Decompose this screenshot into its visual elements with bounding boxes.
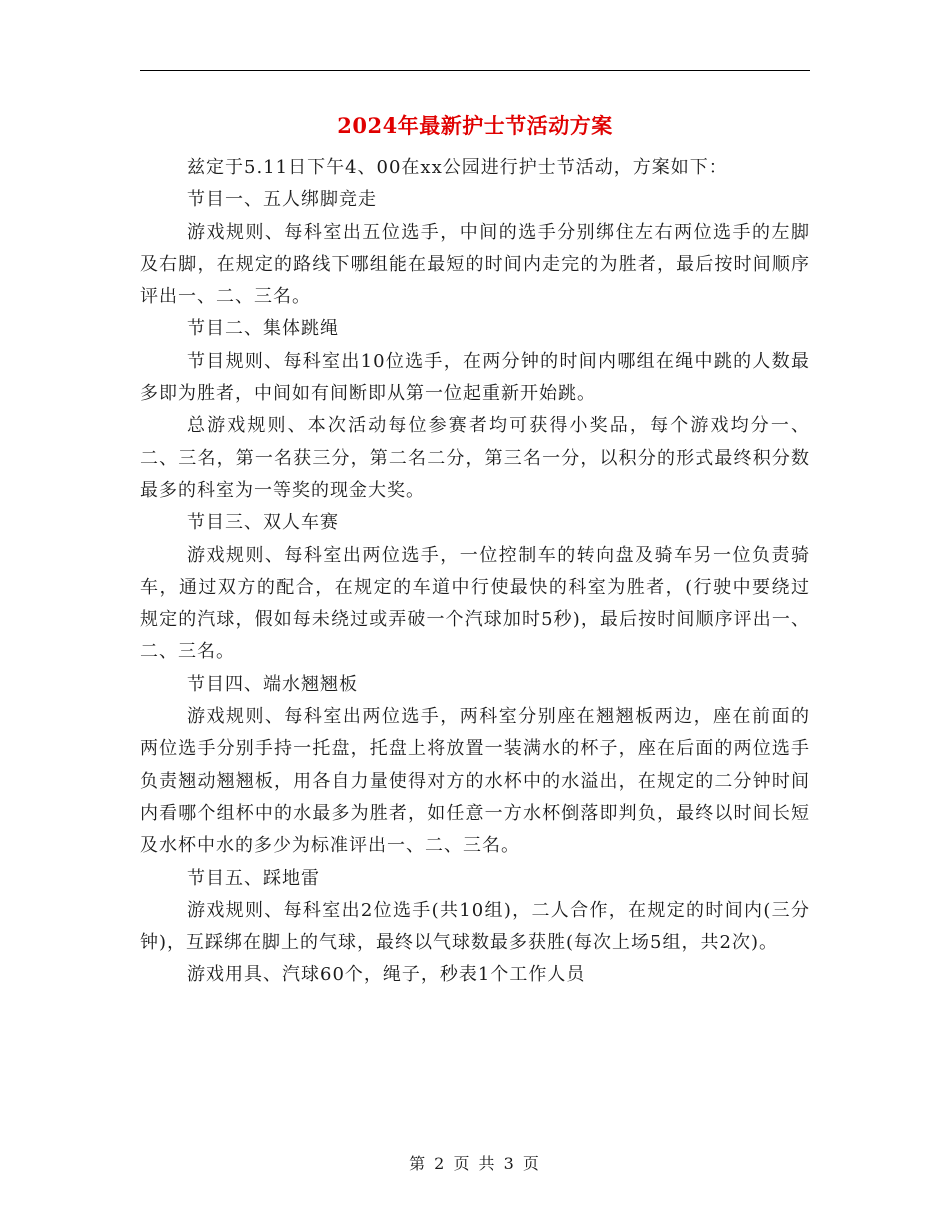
program-5-heading: 节目五、踩地雷 [187, 867, 320, 889]
program-2-heading: 节目二、集体跳绳 [187, 318, 339, 340]
program-1-rules: 游戏规则、每科室出五位选手，中间的选手分别绑住左右两位选手的左脚及右脚，在规定的路线下哪组能在最短的时间内走完的为胜者，最后按时间顺序评出一、二、三名。 [140, 221, 810, 308]
overall-rules-paragraph: 总游戏规则、本次活动每位参赛者均可获得小奖品，每个游戏均分一、二、三名，第一名获三分，第二名二分，第三名一分，以积分的形式最终积分数最多的科室为一等奖的现金大奖。 [140, 415, 810, 501]
program-5-rules: 游戏规则、每科室出2位选手(共10组)，二人合作，在规定的时间内(三分钟)，互踩绑在脚上的气球，最终以气球数最多获胜(每次上场5组，共2次)。 [140, 899, 810, 954]
equipment-paragraph: 游戏用具、汽球60个，绳子，秒表1个工作人员 [187, 964, 586, 986]
program-3-rules: 游戏规则、每科室出两位选手，一位控制车的转向盘及骑车另一位负责骑车，通过双方的配合，在规定的车道中行使最快的科室为胜者，(行驶中要绕过规定的汽球，假如每未绕过或弄破一个汽球加时5秒)，最后按时间顺序评出一、二、三名。 [140, 544, 810, 663]
program-4-heading: 节目四、端水翘翘板 [187, 673, 358, 695]
page-number-footer: 第 2 页 共 3 页 [409, 1154, 541, 1173]
program-4-rules: 游戏规则、每科室出两位选手，两科室分别座在翘翘板两边，座在前面的两位选手分别手持一托盘，托盘上将放置一装满水的杯子，座在后面的两位选手负责翘动翘翘板，用各自力量使得对方的水杯中的水溢出，在规定的二分钟时间内看哪个组杯中的水最多为胜者，如任意一方水杯倒落即判负，最终以时间长短及水杯中水的多少为标准评出一、二、三名。 [140, 706, 810, 857]
header-rule [140, 70, 810, 71]
program-1-heading: 节目一、五人绑脚竞走 [187, 189, 377, 211]
program-3-heading: 节目三、双人车赛 [187, 512, 339, 534]
document-title: 2024年最新护士节活动方案 [337, 113, 613, 138]
program-2-rules: 节目规则、每科室出10位选手，在两分钟的时间内哪组在绳中跳的人数最多即为胜者，中间如有间断即从第一位起重新开始跳。 [140, 350, 810, 405]
intro-paragraph: 兹定于5.11日下午4、00在xx公园进行护士节活动，方案如下： [187, 157, 728, 178]
document-body [140, 152, 810, 992]
